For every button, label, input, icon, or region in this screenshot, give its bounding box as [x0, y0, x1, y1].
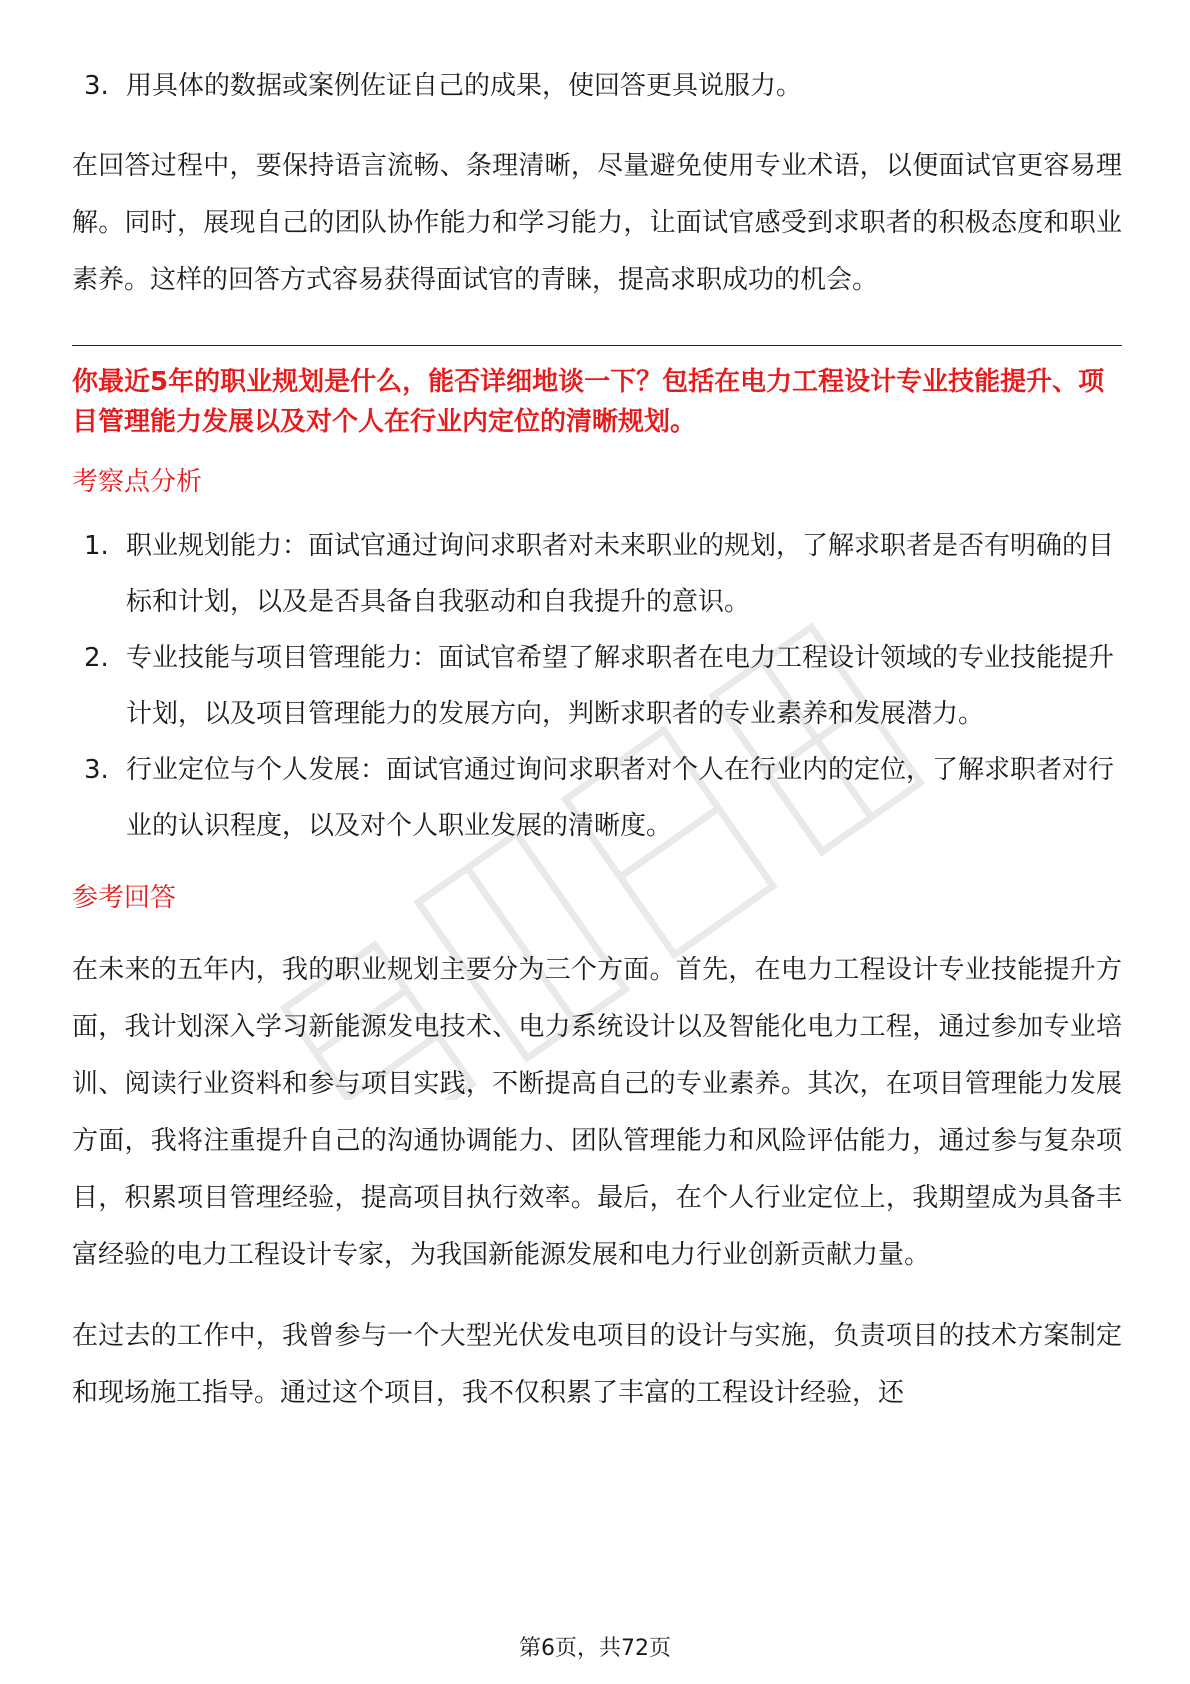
- list-item-text: 专业技能与项目管理能力：面试官希望了解求职者在电力工程设计领域的专业技能提升计划，以及项目管理能力的发展方向，判断求职者的专业素养和发展潜力。: [126, 643, 1115, 729]
- answer-heading: 参考回答: [72, 883, 177, 913]
- list-item-number: 1.: [84, 531, 109, 561]
- list-item-text: 职业规划能力：面试官通过询问求职者对未来职业的规划，了解求职者是否有明确的目标和计划，以及是否具备自我驱动和自我提升的意识。: [126, 531, 1115, 617]
- list-item-text: 行业定位与个人发展：面试官通过询问求职者对个人在行业内的定位，了解求职者对行业的认识程度，以及对个人职业发展的清晰度。: [126, 755, 1115, 841]
- answer-paragraph: 在过去的工作中，我曾参与一个大型光伏发电项目的设计与实施，负责项目的技术方案制定和现场施工指导。通过这个项目，我不仅积累了丰富的工程设计经验，还: [72, 1321, 1122, 1408]
- intro-paragraph: 在回答过程中，要保持语言流畅、条理清晰，尽量避免使用专业术语，以便面试官更容易理解。同时，展现自己的团队协作能力和学习能力，让面试官感受到求职者的积极态度和职业素养。这样的回答方式容易获得面试官的青睐，提高求职成功的机会。: [72, 151, 1122, 295]
- analysis-list: [72, 518, 1122, 854]
- list-item-number: 3.: [84, 755, 109, 785]
- list-item: [72, 58, 1122, 114]
- analysis-heading: 考察点分析: [72, 467, 203, 497]
- page-footer: 第6页，共72页: [519, 1636, 671, 1661]
- question-heading: 你最近5年的职业规划是什么，能否详细地谈一下？包括在电力工程设计专业技能提升、项目管理能力发展以及对个人在行业内定位的清晰规划。: [72, 367, 1105, 437]
- page-content: [72, 58, 1122, 1422]
- list-item-text: 用具体的数据或案例佐证自己的成果，使回答更具说服力。: [126, 71, 803, 101]
- list-item-number: 2.: [84, 643, 109, 673]
- section-divider: [72, 345, 1122, 346]
- list-item: [72, 742, 1122, 854]
- list-item: [72, 630, 1122, 742]
- list-item-number: 3.: [84, 71, 109, 101]
- list-item: [72, 518, 1122, 630]
- answer-paragraph: 在未来的五年内，我的职业规划主要分为三个方面。首先，在电力工程设计专业技能提升方面，我计划深入学习新能源发电技术、电力系统设计以及智能化电力工程，通过参加专业培训、阅读行业资料和参与项目实践，不断提高自己的专业素养。其次，在项目管理能力发展方面，我将注重提升自己的沟通协调能力、团队管理能力和风险评估能力，通过参与复杂项目，积累项目管理经验，提高项目执行效率。最后，在个人行业定位上，我期望成为具备丰富经验的电力工程设计专家，为我国新能源发展和电力行业创新贡献力量。: [72, 955, 1122, 1270]
